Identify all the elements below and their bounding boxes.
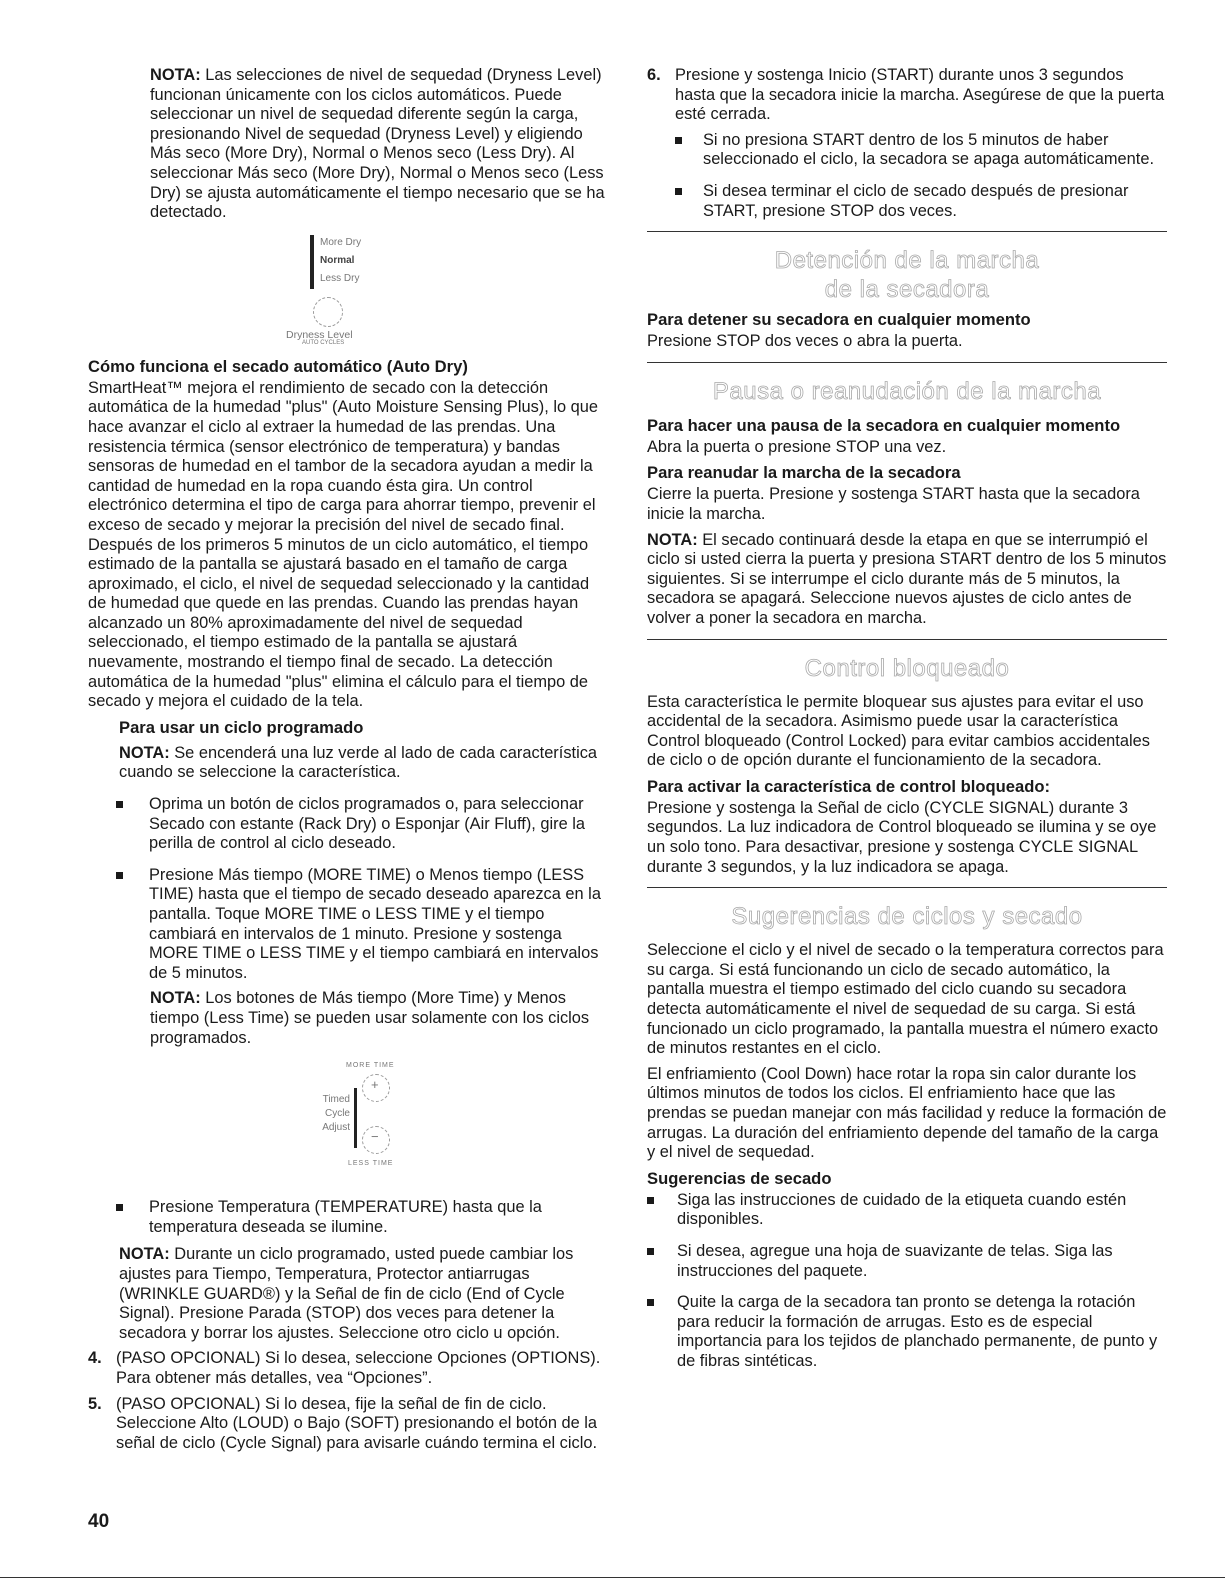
auto-cycles-label: AUTO CYCLES (302, 339, 345, 346)
time-buttons-note: NOTA: Los botones de Más tiempo (More Time) y Menos tiempo (Less Time) se pueden usar solamente con los ciclos programados. (150, 989, 590, 1047)
pause-paragraph: Abra la puerta o presione STOP una vez. (647, 437, 947, 456)
timed-indicator-bar (354, 1088, 357, 1148)
dryness-level-label: Dryness Level (286, 328, 353, 341)
less-time-label: LESS TIME (348, 1160, 394, 1168)
right-column (647, 66, 1167, 1384)
stop-section-title: Detención de la marcha de la secadora (774, 247, 1040, 304)
adjust-label: Adjust (322, 1122, 350, 1134)
tips-section-title: Sugerencias de ciclos y secado (731, 903, 1083, 931)
more-dry-label: More Dry (320, 236, 362, 248)
resume-paragraph: Cierre la puerta. Presione y sostenga START hasta que la secadora inicie la marcha. (647, 485, 1140, 523)
stop-heading: Para detener su secadora en cualquier momento (647, 310, 1031, 330)
pause-heading: Para hacer una pausa de la secadora en cualquier momento (647, 415, 1121, 435)
timed-bullet-1: Oprima un botón de ciclos programados o, para seleccionar Secado con estante (Rack Dry) o Esponjar (Air Fluff), gire la perilla de control al ciclo deseado. (88, 795, 608, 854)
bottom-rule (0, 1577, 1225, 1578)
lock-instructions: Presione y sostenga la Señal de ciclo (CYCLE SIGNAL) durante 3 segundos. La luz indicadora de Control bloqueado se ilumina y se oye un solo tono. Para desactivar, presione y sostenga CYCLE SIGNAL durante 3 segundos, y la luz indicadora se apaga. (647, 798, 1157, 876)
resume-note: NOTA: El secado continuará desde la etapa en que se interrumpió el ciclo si usted cierra la puerta y presiona START dentro de los 5 minutos siguientes. Si se interrumpe el ciclo durante más de 5 minutos, la secadora se apagará. Seleccione nuevos ajustes de ciclo antes de volver a poner la secadora en marcha. (647, 530, 1167, 627)
minus-icon: − (371, 1129, 379, 1145)
drying-tip-2: Si desea, agregue una hoja de suavizante de telas. Siga las instrucciones del paquete. (647, 1242, 1167, 1281)
timed-settings-note: NOTA: Durante un ciclo programado, usted puede cambiar los ajustes para Tiempo, Temperatura, Protector antiarrugas (WRINKLE GUARD®) y la Señal de fin de ciclo (End of Cycle Signal). Presione Parada (STOP) dos veces para detener la secadora y borrar los ajustes. Seleccione otro ciclo u opción. (119, 1245, 574, 1342)
auto-dry-heading: Cómo funciona el secado automático (Auto Dry) (88, 356, 468, 376)
step-4: 4. (PASO OPCIONAL) Si lo desea, seleccione Opciones (OPTIONS). Para obtener más detalles, vea “Opciones”. (88, 1349, 601, 1387)
bullet-square-icon (647, 1299, 654, 1306)
lock-paragraph: Esta característica le permite bloquear sus ajustes para evitar el uso accidental de la secadora. Asimismo puede usar la característica Control bloqueado (Control Locked) para evitar cambios accidentales de ciclo o de opción durante el funcionamiento de la secadora. (647, 692, 1150, 770)
less-dry-label: Less Dry (320, 272, 360, 284)
cycle-label: Cycle (324, 1108, 350, 1120)
bullet-square-icon (675, 137, 682, 144)
step-6: 6. Presione y sostenga Inicio (START) durante unos 3 segundos hasta que la secadora inicie la marcha. Asegúrese de que la puerta esté cerrada. (647, 66, 1165, 124)
tips-paragraph-2: El enfriamiento (Cool Down) hace rotar la ropa sin calor durante los últimos minutos de todos los ciclos. El enfriamiento hace que las prendas se puedan manejar con más facilidad y reduce la formación de arrugas. La duración del enfriamiento depende del tamaño de la carga y el nivel de sequedad. (647, 1064, 1167, 1162)
drying-tip-3: Quite la carga de la secadora tan pronto se detenga la rotación para reducir la formación de arrugas. Esto es de especial importancia para los tejidos de planchado permanente, de punto y de fibras sintéticas. (647, 1293, 1167, 1371)
more-time-label: MORE TIME (346, 1062, 395, 1070)
section-divider (647, 231, 1167, 232)
left-column (88, 66, 608, 1459)
page-number: 40 (88, 1511, 110, 1532)
stop-paragraph: Presione STOP dos veces o abra la puerta. (647, 332, 963, 351)
auto-dry-paragraph: SmartHeat™ mejora el rendimiento de secado con la detección automática de la humedad "plus" (Auto Moisture Sensing Plus), lo que hace avanzar el ciclo al extraer la humedad de las prendas. Una resistencia térmica (sensor electrónico de temperatura) y bandas sensoras de humedad en el tambor de la secadora ayudan a medir la cantidad de humedad en la ropa cuando ésta gira. Un control electrónico determina el tipo de carga para ahorrar tiempo, prevenir el exceso de secado y mejorar la precisión del nivel de secado final. Después de los primeros 5 minutos de un ciclo automático, el tiempo estimado de la pantalla se ajustará basado en el tamaño de carga aproximado, el ciclo, el nivel de sequedad seleccionado y la cantidad de humedad que quede en las prendas. Cuando las prendas hayan alcanzado un 80% aproximadamente del nivel de sequedad seleccionado, el tiempo estimado de la pantalla se ajustará nuevamente, mostrando el tiempo final de secado. La detección automática de la humedad "plus" elimina el cálculo para el tiempo de secado y mejora el cuidado de la tela. (88, 378, 599, 711)
plus-icon: + (371, 1077, 379, 1093)
lock-heading: Para activar la característica de control bloqueado: (647, 776, 1051, 796)
timed-bullet-2: Presione Más tiempo (MORE TIME) o Menos tiempo (LESS TIME) hasta que el tiempo de secado deseado aparezca en la pantalla. Toque MORE TIME o LESS TIME y el tiempo cambiará en intervalos de 1 minuto. Presione y sostenga MORE TIME o LESS TIME y el tiempo cambiará en intervalos de 5 minutos. (88, 866, 608, 984)
step-5: 5. (PASO OPCIONAL) Si lo desea, fije la señal de fin de ciclo. Seleccione Alto (LOUD) o Bajo (SOFT) presionando el botón de la señal de ciclo (Cycle Signal) para avisarle cuándo termina el ciclo. (88, 1394, 598, 1452)
bullet-square-icon (116, 872, 123, 879)
bullet-square-icon (116, 801, 123, 808)
timed-note: NOTA: Se encenderá una luz verde al lado de cada característica cuando se seleccione la característica. (119, 743, 598, 782)
bullet-square-icon (647, 1248, 654, 1255)
tips-paragraph-1: Seleccione el ciclo y el nivel de secado o la temperatura correctos para su carga. Si está funcionando un ciclo de secado automático, la pantalla muestra el tiempo estimado del ciclo cuando su secadora detecta automáticamente el nivel de sequedad de su carga. Si está funcionado un ciclo programado, la pantalla muestra el número exacto de minutos restantes en el ciclo. (647, 941, 1164, 1058)
normal-label: Normal (320, 254, 355, 266)
step6-bullet-1: Si no presiona START dentro de los 5 minutos de haber seleccionado el ciclo, la secadora se apaga automáticamente. (647, 131, 1167, 170)
timed-label: Timed (322, 1094, 350, 1106)
bullet-square-icon (647, 1197, 654, 1204)
step6-bullet-2: Si desea terminar el ciclo de secado después de presionar START, presione STOP dos veces. (647, 182, 1167, 221)
dryness-indicator-bar (310, 235, 314, 289)
bullet-square-icon (116, 1204, 123, 1211)
timed-cycle-heading: Para usar un ciclo programado (119, 717, 364, 737)
bullet-square-icon (675, 188, 682, 195)
dryness-note: NOTA: Las selecciones de nivel de sequedad (Dryness Level) funcionan únicamente con los ciclos automáticos. Puede seleccionar un nivel de sequedad diferente según la carga, presionando Nivel de sequedad (Dryness Level) y eligiendo Más seco (More Dry), Normal o Menos seco (Less Dry). Al seleccionar Más seco (More Dry), Normal o Menos seco (Less Dry) se ajusta automáticamente el tiempo necesario que se ha detectado. (150, 66, 605, 222)
section-divider (647, 362, 1167, 363)
resume-heading: Para reanudar la marcha de la secadora (647, 463, 961, 483)
timed-bullet-3: Presione Temperatura (TEMPERATURE) hasta que la temperatura deseada se ilumine. (88, 1198, 608, 1237)
lock-section-title: Control bloqueado (804, 654, 1010, 682)
drying-tip-1: Siga las instrucciones de cuidado de la etiqueta cuando estén disponibles. (647, 1191, 1167, 1230)
pause-section-title: Pausa o reanudación de la marcha (712, 377, 1102, 405)
drying-tips-heading: Sugerencias de secado (647, 1168, 832, 1188)
section-divider (647, 887, 1167, 888)
timed-cycle-adjust-figure (88, 1058, 608, 1188)
dryness-knob-icon (313, 297, 343, 327)
section-divider (647, 639, 1167, 640)
dryness-level-figure (88, 229, 608, 349)
